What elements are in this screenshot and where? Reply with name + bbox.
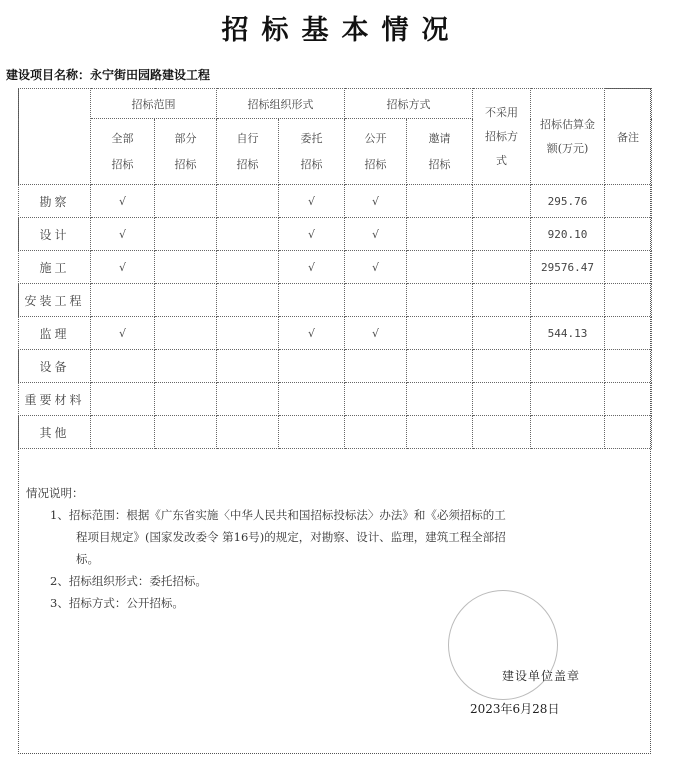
cell-invited: [407, 185, 473, 218]
cell-partial: [155, 383, 217, 416]
cell-amount: [531, 284, 605, 317]
cell-full: √: [91, 251, 155, 284]
header-scope: 招标范围: [91, 89, 217, 119]
cell-not-used: [473, 185, 531, 218]
header-estimate-text: 招标估算金额(万元): [540, 117, 595, 155]
table-row: [19, 218, 652, 251]
document-title: 招标基本情况: [221, 15, 462, 46]
cell-amount: [531, 416, 605, 449]
table-body: [19, 185, 652, 449]
cell-partial: [155, 218, 217, 251]
note-item-3: 3、招标方式：公开招标。: [50, 596, 184, 610]
cell-remark: [605, 185, 652, 218]
cell-not-used: [473, 383, 531, 416]
table-row: [19, 185, 652, 218]
cell-entrusted: √: [279, 218, 345, 251]
note-item-1-line-3: 标。: [76, 552, 99, 566]
header-not-used-text: 不采用招标方式: [485, 105, 518, 167]
cell-remark: [605, 350, 652, 383]
subheader-partial: [155, 119, 217, 185]
subheader-full-text: 全部招标: [111, 131, 134, 171]
row-label: 重要材料: [19, 383, 91, 416]
subheader-open: [345, 119, 407, 185]
cell-not-used: [473, 416, 531, 449]
cell-self: [217, 350, 279, 383]
cell-invited: [407, 416, 473, 449]
cell-full: √: [91, 185, 155, 218]
cell-self: [217, 185, 279, 218]
row-label: 监理: [19, 317, 91, 350]
cell-remark: [605, 317, 652, 350]
cell-invited: [407, 350, 473, 383]
cell-entrusted: [279, 284, 345, 317]
cell-amount: 544.13: [531, 317, 605, 350]
corner-cell: [19, 89, 91, 185]
row-label: 施工: [19, 251, 91, 284]
cell-amount: 29576.47: [531, 251, 605, 284]
cell-not-used: [473, 350, 531, 383]
cell-self: [217, 416, 279, 449]
note-item-1-line-2: 程项目规定》(国家发改委令 第16号)的规定，对勘察、设计、监理，建筑工程全部招: [76, 530, 506, 544]
cell-entrusted: √: [279, 185, 345, 218]
table-row: [19, 251, 652, 284]
cell-remark: [605, 218, 652, 251]
cell-open: √: [345, 185, 407, 218]
cell-partial: [155, 284, 217, 317]
cell-open: [345, 350, 407, 383]
cell-invited: [407, 383, 473, 416]
tender-table: [18, 88, 652, 449]
cell-entrusted: [279, 350, 345, 383]
cell-full: √: [91, 218, 155, 251]
cell-partial: [155, 317, 217, 350]
subheader-self-text: 自行招标: [236, 131, 259, 171]
cell-open: [345, 383, 407, 416]
note-item-2: 2、招标组织形式：委托招标。: [50, 574, 207, 588]
cell-self: [217, 251, 279, 284]
cell-self: [217, 284, 279, 317]
cell-open: √: [345, 251, 407, 284]
subheader-entrusted-text: 委托招标: [300, 131, 323, 171]
subheader-open-text: 公开招标: [364, 131, 387, 171]
header-not-used: [473, 89, 531, 185]
table-row: [19, 383, 652, 416]
cell-amount: [531, 383, 605, 416]
cell-not-used: [473, 218, 531, 251]
cell-full: √: [91, 317, 155, 350]
cell-amount: 920.10: [531, 218, 605, 251]
subheader-invited: [407, 119, 473, 185]
cell-self: [217, 383, 279, 416]
table-row: [19, 284, 652, 317]
cell-invited: [407, 284, 473, 317]
cell-entrusted: √: [279, 317, 345, 350]
note-item-1-line-1: 1、招标范围：根据《广东省实施〈中华人民共和国招标投标法〉办法》和《必须招标的工: [50, 508, 506, 522]
header-remarks: 备注: [605, 89, 652, 185]
cell-full: [91, 350, 155, 383]
cell-full: [91, 416, 155, 449]
cell-full: [91, 383, 155, 416]
row-label: 其他: [19, 416, 91, 449]
cell-remark: [605, 251, 652, 284]
cell-entrusted: [279, 416, 345, 449]
subheader-invited-text: 邀请招标: [428, 131, 451, 171]
cell-open: √: [345, 317, 407, 350]
cell-amount: [531, 350, 605, 383]
subheader-full: [91, 119, 155, 185]
row-label: 安装工程: [19, 284, 91, 317]
cell-partial: [155, 251, 217, 284]
table-row: [19, 317, 652, 350]
cell-full: [91, 284, 155, 317]
cell-partial: [155, 350, 217, 383]
table-row: [19, 350, 652, 383]
cell-not-used: [473, 251, 531, 284]
cell-open: √: [345, 218, 407, 251]
cell-remark: [605, 284, 652, 317]
cell-invited: [407, 218, 473, 251]
cell-amount: 295.76: [531, 185, 605, 218]
header-estimate: [531, 89, 605, 185]
seal-label: 建设单位盖章: [502, 669, 581, 683]
cell-entrusted: [279, 383, 345, 416]
header-method: 招标方式: [345, 89, 473, 119]
cell-open: [345, 284, 407, 317]
row-label: 勘察: [19, 185, 91, 218]
cell-remark: [605, 383, 652, 416]
cell-remark: [605, 416, 652, 449]
cell-not-used: [473, 284, 531, 317]
seal-date: 2023年6月28日: [470, 702, 560, 716]
notes-section: [26, 482, 646, 614]
subheader-self: [217, 119, 279, 185]
project-name: 建设项目名称：永宁街田园路建设工程: [6, 68, 211, 82]
cell-entrusted: √: [279, 251, 345, 284]
cell-not-used: [473, 317, 531, 350]
row-label: 设计: [19, 218, 91, 251]
cell-self: [217, 218, 279, 251]
cell-open: [345, 416, 407, 449]
cell-invited: [407, 317, 473, 350]
cell-invited: [407, 251, 473, 284]
cell-self: [217, 317, 279, 350]
header-organization: 招标组织形式: [217, 89, 345, 119]
subheader-entrusted: [279, 119, 345, 185]
row-label: 设备: [19, 350, 91, 383]
table-row: [19, 416, 652, 449]
cell-partial: [155, 185, 217, 218]
subheader-partial-text: 部分招标: [174, 131, 197, 171]
cell-partial: [155, 416, 217, 449]
notes-heading: 情况说明：: [26, 486, 84, 500]
